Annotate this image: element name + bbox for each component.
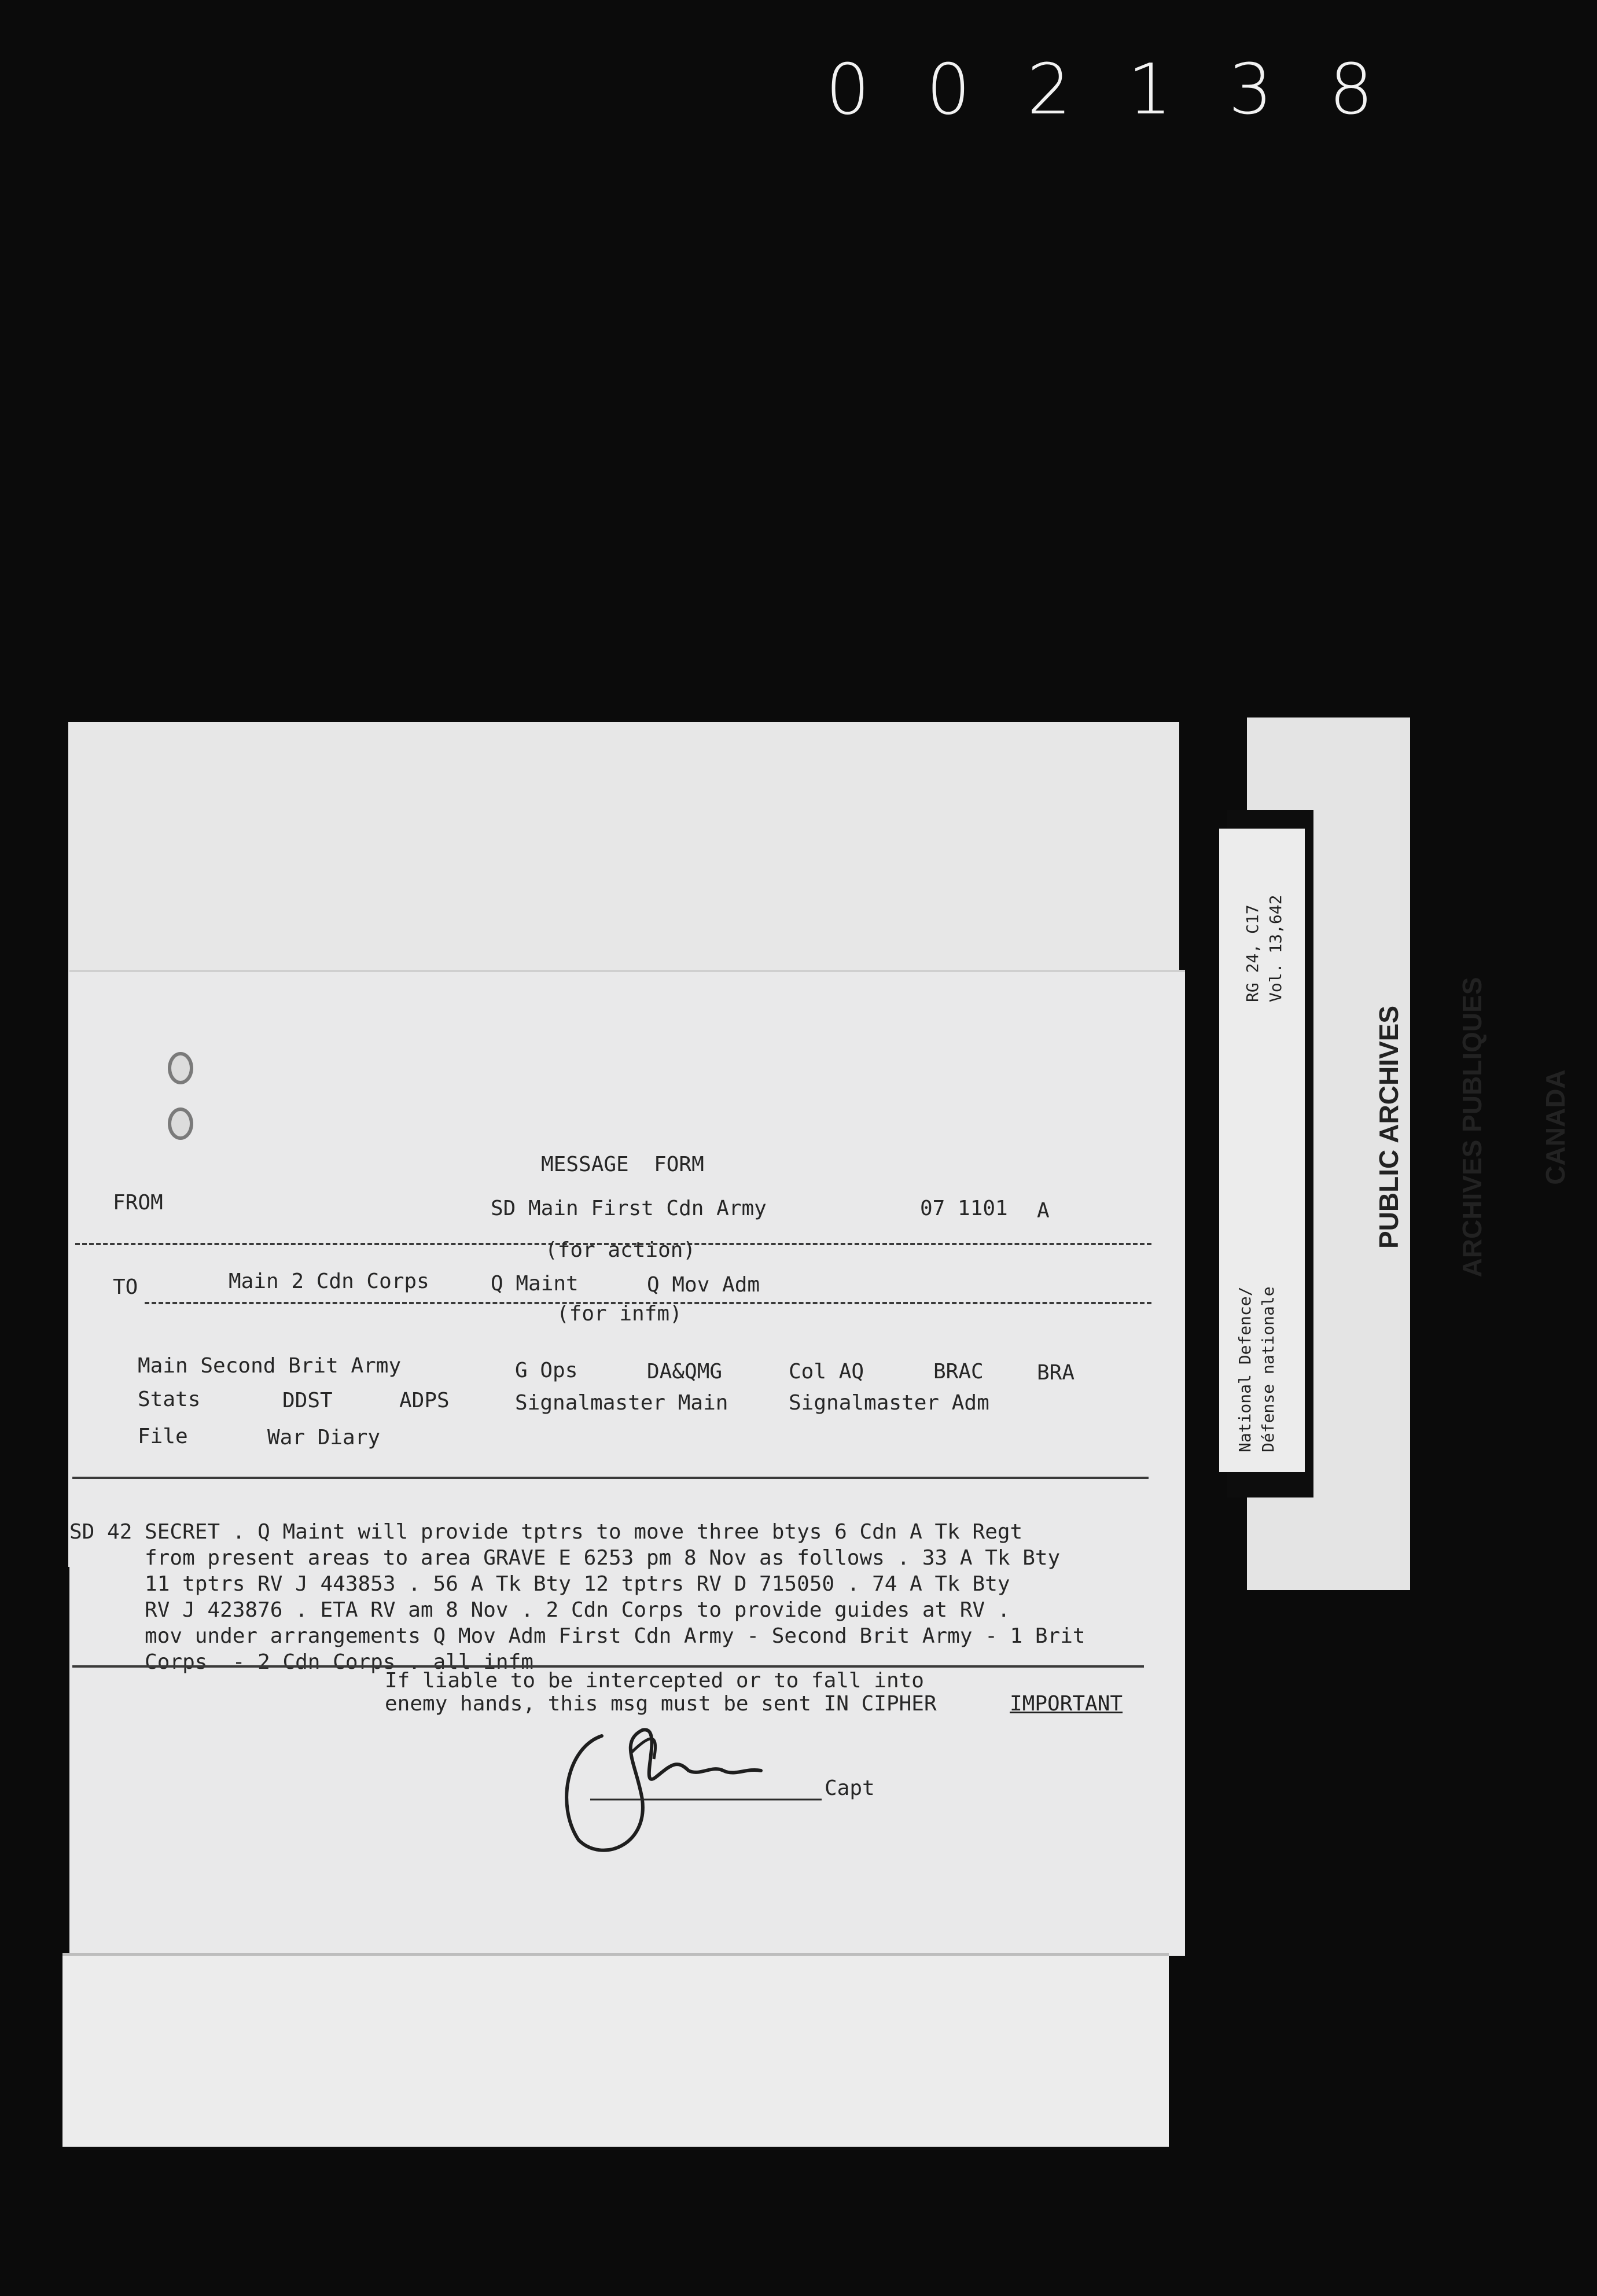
priority-letter: A bbox=[1037, 1199, 1050, 1223]
signature bbox=[555, 1713, 845, 1863]
message-line: Corps - 2 Cdn Corps . all infm bbox=[69, 1650, 533, 1674]
to-item: Main 2 Cdn Corps bbox=[229, 1270, 429, 1293]
info-addressee: ADPS bbox=[399, 1389, 450, 1412]
for-action-label: (for action) bbox=[545, 1238, 696, 1262]
archives-line: CANADA bbox=[1540, 1069, 1570, 1185]
frame-digit: 0 bbox=[825, 49, 870, 130]
info-addressee: War Diary bbox=[267, 1426, 381, 1449]
to-item: Q Maint bbox=[491, 1272, 579, 1296]
to-label: TO bbox=[113, 1275, 138, 1299]
frame-digit: 1 bbox=[1127, 49, 1172, 130]
info-addressee: BRAC bbox=[933, 1360, 984, 1384]
info-addressee: G Ops bbox=[515, 1359, 578, 1382]
department-name: Défense nationale bbox=[1259, 1286, 1278, 1452]
info-addressee: Signalmaster Adm bbox=[789, 1391, 989, 1415]
info-addressee: DDST bbox=[282, 1389, 333, 1412]
punch-hole bbox=[168, 1107, 193, 1140]
from-label: FROM bbox=[113, 1191, 163, 1215]
info-addressee: Stats bbox=[138, 1388, 201, 1411]
frame-digit: 3 bbox=[1228, 49, 1273, 130]
frame-number bbox=[822, 49, 1377, 130]
archives-line: ARCHIVES PUBLIQUES bbox=[1457, 977, 1487, 1278]
department-name: National Defence/ bbox=[1235, 1286, 1254, 1452]
cipher-warning: enemy hands, this msg must be sent IN CIPHER bbox=[385, 1692, 937, 1716]
date-time-group: 07 1101 bbox=[920, 1197, 1008, 1220]
info-addressee: File bbox=[138, 1425, 188, 1448]
archives-stamp bbox=[1319, 954, 1597, 1301]
info-addressee: Signalmaster Main bbox=[515, 1391, 728, 1415]
message-line: RV J 423876 . ETA RV am 8 Nov . 2 Cdn Corps to provide guides at RV . bbox=[69, 1598, 1010, 1622]
signature-rank: Capt bbox=[825, 1776, 875, 1800]
frame-digit: 8 bbox=[1329, 49, 1374, 130]
cipher-warning: If liable to be intercepted or to fall into bbox=[385, 1669, 924, 1692]
message-line: from present areas to area GRAVE E 6253 pm 8 Nov as follows . 33 A Tk Bty bbox=[69, 1546, 1061, 1570]
message-line: SD 42 SECRET . Q Maint will provide tptrs to move three btys 6 Cdn A Tk Regt bbox=[69, 1520, 1023, 1544]
from-value: SD Main First Cdn Army bbox=[491, 1197, 767, 1220]
message-line: mov under arrangements Q Mov Adm First Cdn Army - Second Brit Army - 1 Brit bbox=[69, 1624, 1085, 1648]
frame-digit: 2 bbox=[1026, 49, 1072, 130]
divider-line bbox=[72, 1665, 1144, 1668]
frame-digit: 0 bbox=[926, 49, 971, 130]
for-infm-label: (for infm) bbox=[557, 1302, 682, 1326]
message-line: 11 tptrs RV J 443853 . 56 A Tk Bty 12 tptrs RV D 715050 . 74 A Tk Bty bbox=[69, 1572, 1010, 1596]
form-title: MESSAGE FORM bbox=[541, 1153, 704, 1176]
punch-hole bbox=[168, 1052, 193, 1084]
archive-reference: Vol. 13,642 bbox=[1266, 895, 1285, 1002]
to-item: Q Mov Adm bbox=[647, 1273, 760, 1297]
info-addressee: Main Second Brit Army bbox=[138, 1354, 402, 1378]
bottom-sheet bbox=[62, 1953, 1169, 2147]
info-addressee: BRA bbox=[1037, 1361, 1075, 1385]
archives-line: PUBLIC ARCHIVES bbox=[1374, 1006, 1404, 1249]
divider-line bbox=[72, 1477, 1149, 1479]
archive-reference: RG 24, C17 bbox=[1243, 904, 1262, 1002]
info-addressee: Col AQ bbox=[789, 1360, 864, 1384]
important-stamp: IMPORTANT bbox=[1010, 1692, 1123, 1716]
info-addressee: DA&QMG bbox=[647, 1360, 723, 1384]
